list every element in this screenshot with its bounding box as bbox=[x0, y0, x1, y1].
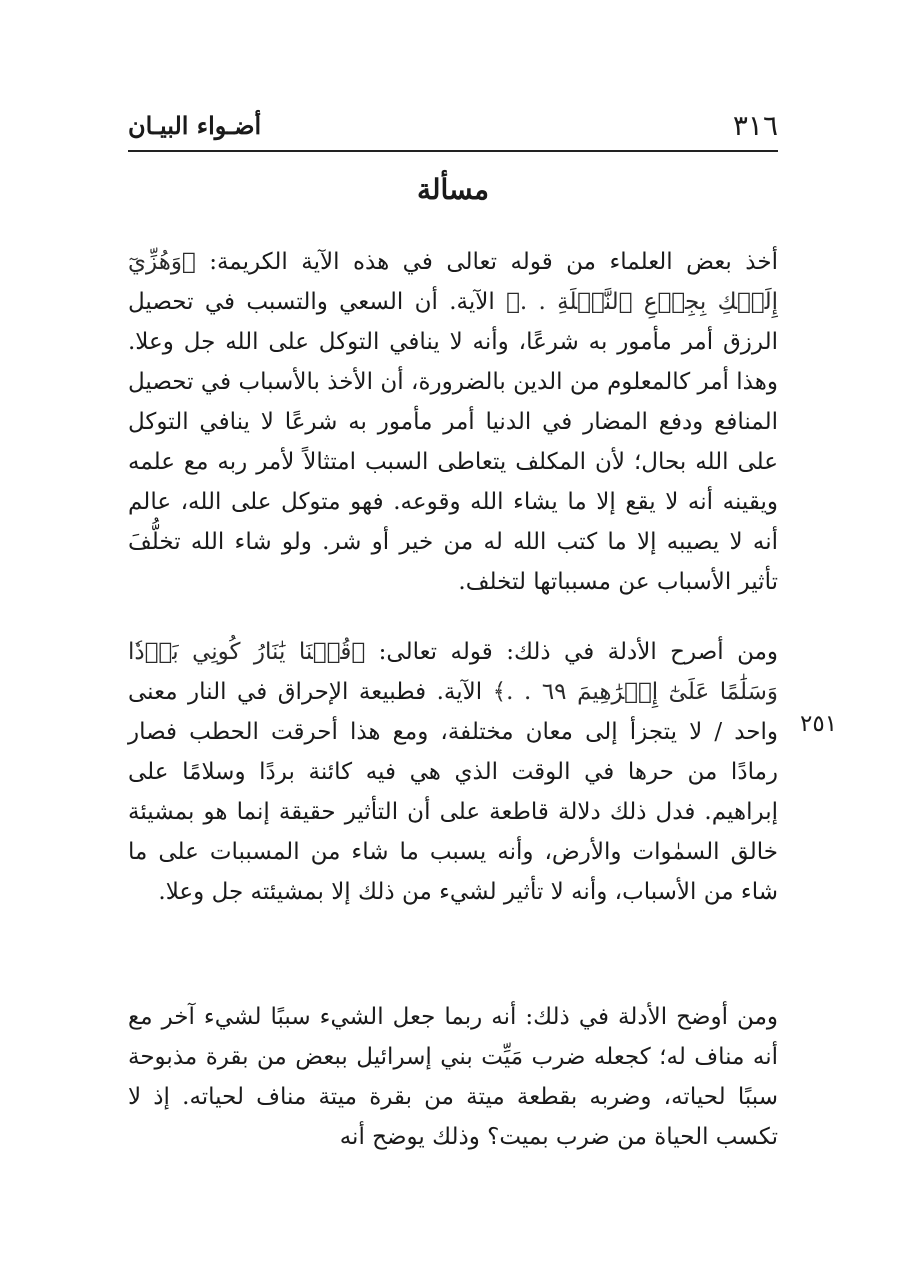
header-divider bbox=[128, 150, 778, 152]
page-header bbox=[128, 108, 778, 144]
paragraph-text: أخذ بعض العلماء من قوله تعالى في هذه الآية الكريمة: bbox=[195, 249, 778, 275]
paragraph-text: ومن أصرح الأدلة في ذلك: قوله تعالى: bbox=[365, 639, 779, 665]
running-title: أضـواء البيـان bbox=[128, 111, 262, 140]
paragraph-text: الآية. أن السعي والتسبب في تحصيل الرزق أمر مأمور به شرعًا، وأنه لا ينافي التوكل على الله جل وعلا. وهذا أمر كالمعلوم من الدين بالضرورة، أن الأخذ بالأسباب في تحصيل المنافع ودفع المضار في الدنيا أمر مأمور به شرعًا لا ينافي التوكل على الله بحال؛ لأن المكلف يتعاطى السبب امتثالاً لأمر ربه مع علمه ويقينه أنه لا يقع إلا ما يشاء الله وقوعه. فهو متوكل على الله، عالم أنه لا يصيبه إلا ما كتب الله له من خير أو شر. ولو شاء الله تخلُّفَ تأثير الأسباب عن مسبباتها لتخلف. bbox=[128, 289, 778, 595]
quran-verse: ﴿قُلۡنَا يَٰنَارُ كُونِي بَرۡدٗا وَسَلَٰمًا عَلَىٰٓ إِبۡرَٰهِيمَ ٦٩ . .﴾ bbox=[128, 639, 778, 705]
paragraph-2 bbox=[128, 632, 778, 912]
paragraph-text: ومن أوضح الأدلة في ذلك: أنه ربما جعل الشيء سببًا لشيء آخر مع أنه مناف له؛ كجعله ضرب مَيِّت بني إسرائيل ببعض من بقرة مذبوحة سببًا لحياته، وضربه بقطعة ميتة من بقرة ميتة مناف لحياته. إذ لا تكسب الحياة من ضرب بميت؟ وذلك يوضح أنه bbox=[128, 1004, 778, 1150]
paragraph-3 bbox=[128, 997, 778, 1157]
page-number: ٣١٦ bbox=[732, 109, 778, 142]
paragraph-1 bbox=[128, 242, 778, 602]
paragraph-text: الآية. فطبيعة الإحراق في النار معنى واحد / لا يتجزأ إلى معان مختلفة، ومع هذا أحرقت الحطب فصار رمادًا من حرها في الوقت الذي هي فيه كائنة بردًا وسلامًا على إبراهيم. فدل ذلك دلالة قاطعة على أن التأثير حقيقة إنما هو بمشيئة خالق السمٰوات والأرض، وأنه يسبب ما شاء من المسببات على ما شاء من الأسباب، وأنه لا تأثير لشيء من ذلك إلا بمشيئته جل وعلا. bbox=[128, 679, 778, 905]
section-title: مسألة bbox=[416, 173, 490, 206]
margin-page-reference: ٢٥١ bbox=[800, 711, 838, 737]
quran-verse: ﴿وَهُزِّيٓ إِلَيۡكِ بِجِذۡعِ ٱلنَّخۡلَةِ . .﴾ bbox=[128, 249, 778, 315]
